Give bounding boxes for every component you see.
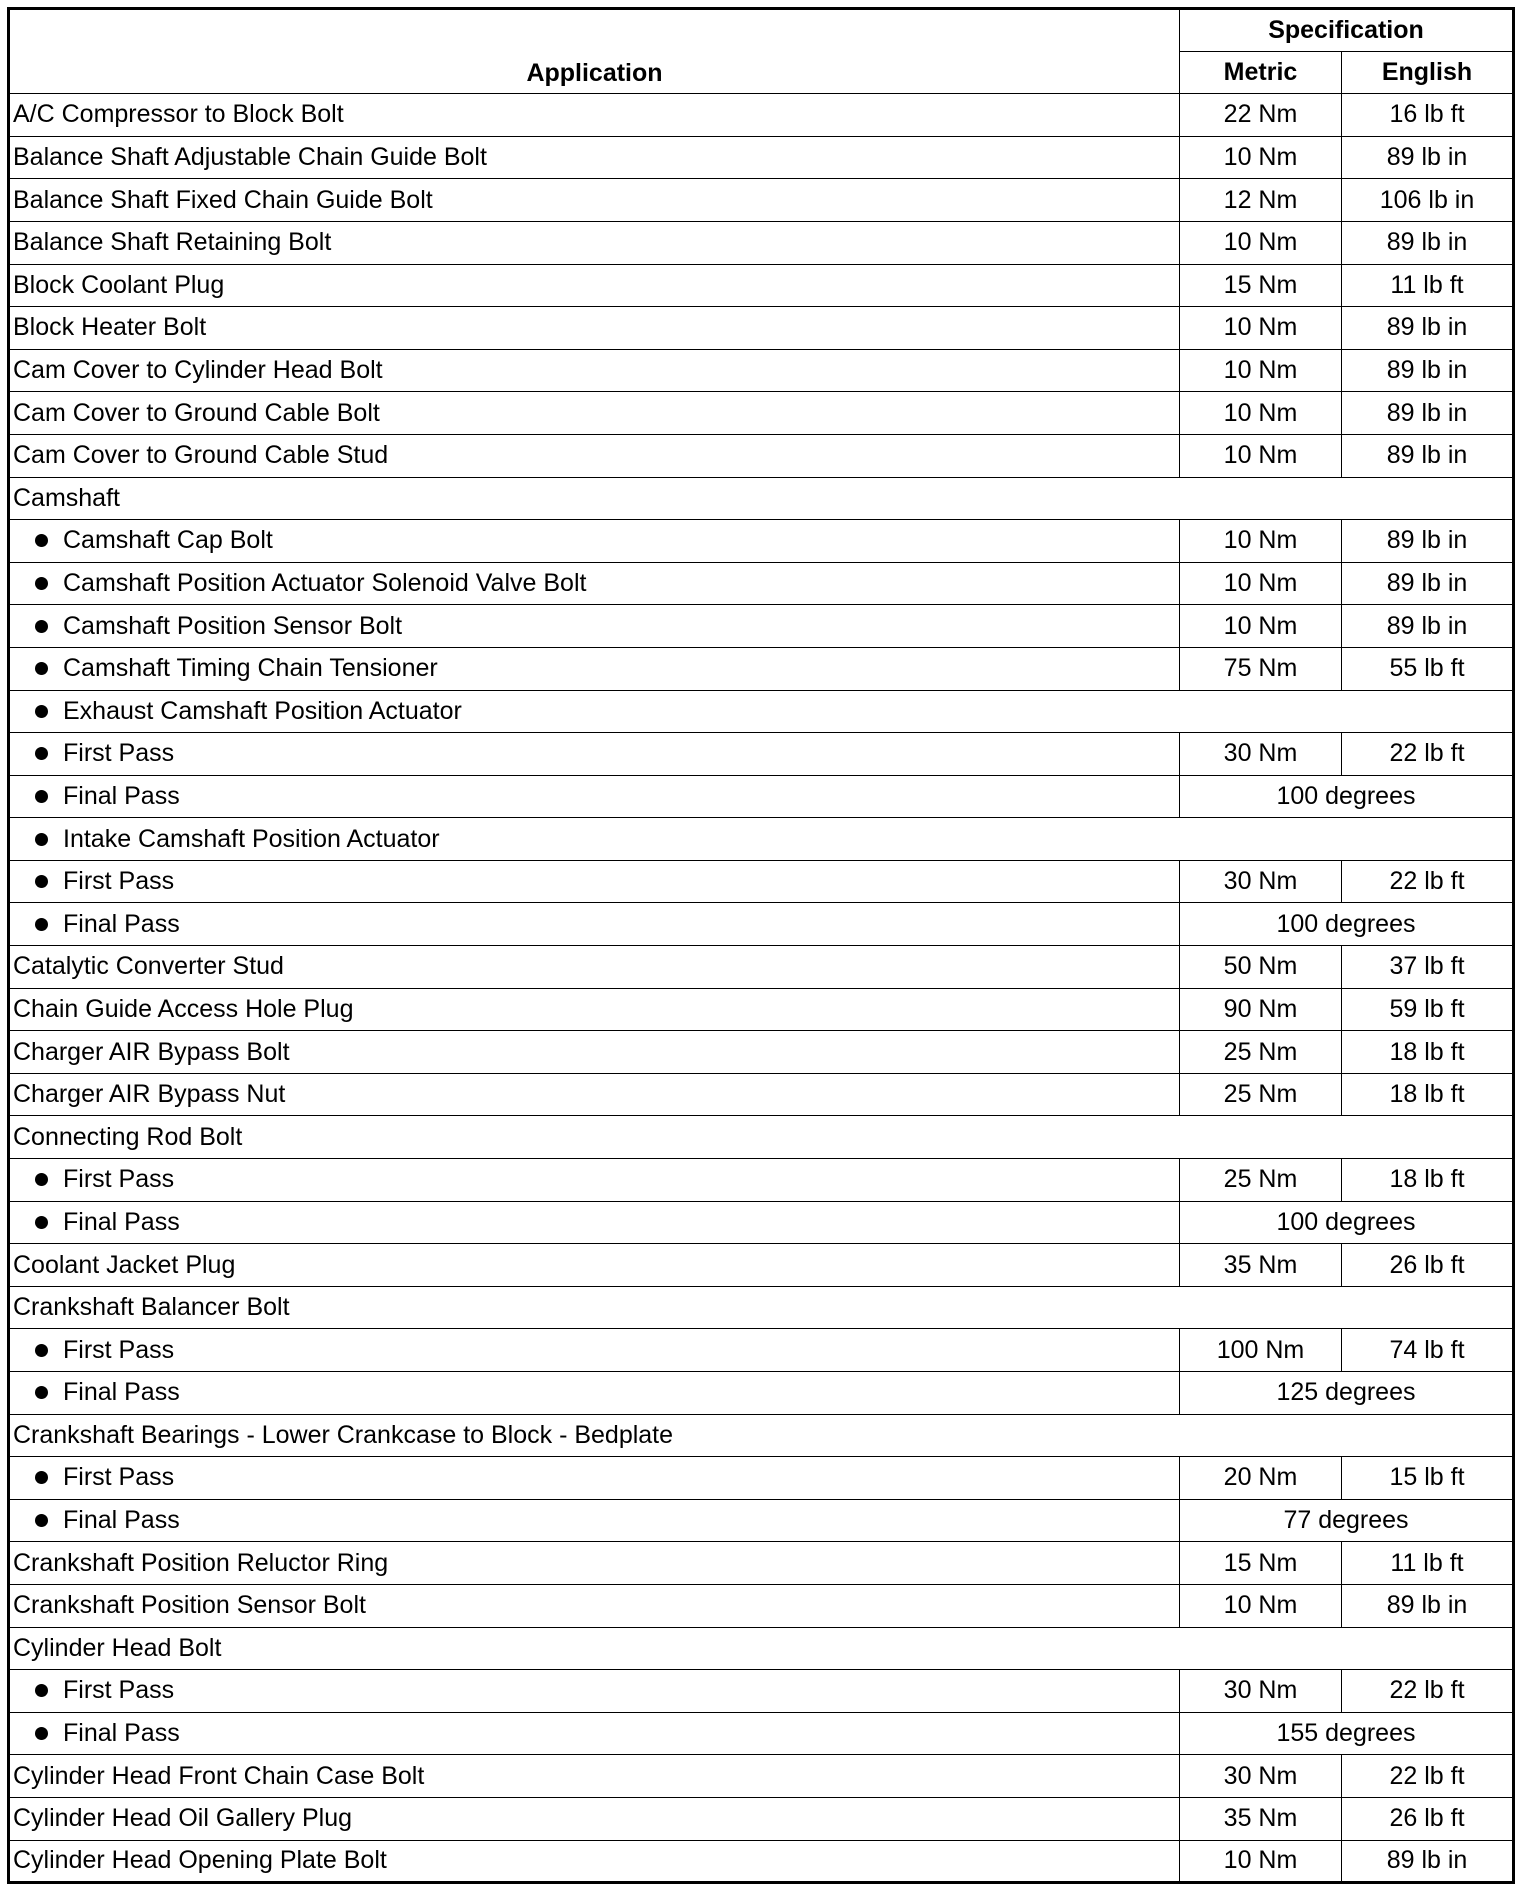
sub-step-row xyxy=(9,605,1514,648)
table-row xyxy=(9,1031,1514,1074)
sub-step-row xyxy=(9,903,1514,946)
application-cell xyxy=(9,1286,1514,1329)
application-label: Coolant Jacket Plug xyxy=(13,1250,236,1279)
english-value-cell: 37 lb ft xyxy=(1342,946,1514,989)
sub-step-row xyxy=(9,562,1514,605)
metric-value-cell: 75 Nm xyxy=(1180,647,1342,690)
english-value-cell: 15 lb ft xyxy=(1342,1457,1514,1500)
application-cell xyxy=(9,690,1514,733)
application-label: Final Pass xyxy=(63,1719,180,1748)
application-cell xyxy=(9,392,1180,435)
application-cell xyxy=(9,94,1180,137)
table-row xyxy=(9,434,1514,477)
application-cell xyxy=(9,1116,1514,1159)
sub-step-row xyxy=(9,1159,1514,1202)
english-value-cell: 89 lb in xyxy=(1342,605,1514,648)
application-label: Crankshaft Position Sensor Bolt xyxy=(13,1591,366,1620)
metric-value-cell: 10 Nm xyxy=(1180,136,1342,179)
application-cell xyxy=(9,1542,1180,1585)
metric-value-cell: 10 Nm xyxy=(1180,520,1342,563)
sub-step-row xyxy=(9,1201,1514,1244)
english-value-cell: 22 lb ft xyxy=(1342,1670,1514,1713)
english-value-cell: 89 lb in xyxy=(1342,349,1514,392)
table-row xyxy=(9,477,1514,520)
metric-value-cell: 100 Nm xyxy=(1180,1329,1342,1372)
table-header xyxy=(9,9,1514,94)
sub-step-row xyxy=(9,1329,1514,1372)
application-cell xyxy=(9,434,1180,477)
english-value-cell: 89 lb in xyxy=(1342,1584,1514,1627)
english-value-cell: 106 lb in xyxy=(1342,179,1514,222)
english-value-cell: 22 lb ft xyxy=(1342,1755,1514,1798)
english-value-cell: 55 lb ft xyxy=(1342,647,1514,690)
application-label: Crankshaft Position Reluctor Ring xyxy=(13,1548,389,1577)
metric-column-header: Metric xyxy=(1180,51,1342,94)
bullet-icon xyxy=(35,1173,48,1186)
application-cell xyxy=(9,988,1180,1031)
sub-item-label-wrap xyxy=(13,781,1179,810)
application-label: Cylinder Head Front Chain Case Bolt xyxy=(13,1761,425,1790)
sub-item-label-wrap xyxy=(13,824,1512,853)
application-cell xyxy=(9,946,1180,989)
table-row xyxy=(9,1584,1514,1627)
sub-item-label-wrap xyxy=(13,869,1179,894)
table-row xyxy=(9,1840,1514,1883)
bullet-icon xyxy=(35,790,48,803)
application-cell xyxy=(9,903,1180,946)
application-label: Final Pass xyxy=(63,781,180,810)
english-value-cell: 18 lb ft xyxy=(1342,1031,1514,1074)
metric-value-cell: 35 Nm xyxy=(1180,1244,1342,1287)
sub-step-row xyxy=(9,818,1514,861)
sub-item-label-wrap xyxy=(13,528,1179,553)
bullet-icon xyxy=(35,918,48,931)
table-body xyxy=(9,94,1514,1883)
bullet-icon xyxy=(35,662,48,675)
table-row xyxy=(9,1797,1514,1840)
english-value-cell: 89 lb in xyxy=(1342,307,1514,350)
application-cell xyxy=(9,1159,1180,1202)
sub-step-row xyxy=(9,1499,1514,1542)
english-value-cell: 89 lb in xyxy=(1342,520,1514,563)
metric-value-cell: 10 Nm xyxy=(1180,392,1342,435)
application-label: Exhaust Camshaft Position Actuator xyxy=(63,696,462,725)
sub-item-label-wrap xyxy=(13,741,1179,766)
metric-value-cell: 10 Nm xyxy=(1180,221,1342,264)
torque-spec-table xyxy=(7,7,1515,1884)
sub-item-label-wrap xyxy=(13,696,1512,725)
metric-value-cell: 35 Nm xyxy=(1180,1797,1342,1840)
metric-value-cell: 10 Nm xyxy=(1180,1584,1342,1627)
application-label: First Pass xyxy=(63,739,175,768)
sub-step-row xyxy=(9,733,1514,776)
metric-value-cell: 30 Nm xyxy=(1180,733,1342,776)
application-label: Catalytic Converter Stud xyxy=(13,952,284,981)
english-value-cell: 59 lb ft xyxy=(1342,988,1514,1031)
application-column-header: Application xyxy=(9,9,1180,94)
application-cell xyxy=(9,733,1180,776)
application-cell xyxy=(9,1031,1180,1074)
application-label: Crankshaft Balancer Bolt xyxy=(13,1293,290,1322)
bullet-icon xyxy=(35,1216,48,1229)
application-label: Cam Cover to Ground Cable Stud xyxy=(13,441,389,470)
metric-value-cell: 10 Nm xyxy=(1180,562,1342,605)
application-label: Cylinder Head Opening Plate Bolt xyxy=(13,1846,387,1875)
angle-spec-cell: 100 degrees xyxy=(1180,903,1514,946)
application-cell xyxy=(9,647,1180,690)
bullet-icon xyxy=(35,1684,48,1697)
application-cell xyxy=(9,349,1180,392)
bullet-icon xyxy=(35,833,48,846)
table-row xyxy=(9,1542,1514,1585)
metric-value-cell: 10 Nm xyxy=(1180,307,1342,350)
application-cell xyxy=(9,136,1180,179)
table-row xyxy=(9,1116,1514,1159)
application-label: First Pass xyxy=(63,867,175,896)
english-value-cell: 89 lb in xyxy=(1342,136,1514,179)
bullet-icon xyxy=(35,747,48,760)
application-cell xyxy=(9,1584,1180,1627)
sub-item-label-wrap xyxy=(13,909,1179,938)
application-cell xyxy=(9,1755,1180,1798)
application-label: Crankshaft Bearings - Lower Crankcase to Block - Bedplate xyxy=(13,1420,674,1449)
application-label: Cylinder Head Bolt xyxy=(13,1633,222,1662)
sub-item-label-wrap xyxy=(13,656,1179,681)
sub-item-label-wrap xyxy=(13,1335,1179,1364)
table-row xyxy=(9,1286,1514,1329)
english-value-cell: 89 lb in xyxy=(1342,221,1514,264)
application-label: Camshaft Timing Chain Tensioner xyxy=(63,654,438,683)
bullet-icon xyxy=(35,620,48,633)
bullet-icon xyxy=(35,534,48,547)
metric-value-cell: 90 Nm xyxy=(1180,988,1342,1031)
english-value-cell: 18 lb ft xyxy=(1342,1159,1514,1202)
sub-item-label-wrap xyxy=(13,1465,1179,1490)
metric-value-cell: 30 Nm xyxy=(1180,1670,1342,1713)
bullet-icon xyxy=(35,1727,48,1740)
metric-value-cell: 12 Nm xyxy=(1180,179,1342,222)
application-cell xyxy=(9,520,1180,563)
application-cell xyxy=(9,1201,1180,1244)
sub-item-label-wrap xyxy=(13,571,1179,596)
header-row-top xyxy=(9,9,1514,52)
metric-value-cell: 25 Nm xyxy=(1180,1159,1342,1202)
application-label: Balance Shaft Retaining Bolt xyxy=(13,228,332,257)
angle-spec-cell: 155 degrees xyxy=(1180,1712,1514,1755)
metric-value-cell: 15 Nm xyxy=(1180,264,1342,307)
application-label: Block Heater Bolt xyxy=(13,313,207,342)
table-row xyxy=(9,307,1514,350)
bullet-icon xyxy=(35,1344,48,1357)
sub-item-label-wrap xyxy=(13,1678,1179,1703)
application-label: Charger AIR Bypass Bolt xyxy=(13,1037,290,1066)
application-label: Balance Shaft Fixed Chain Guide Bolt xyxy=(13,185,433,214)
table-row xyxy=(9,1627,1514,1670)
metric-value-cell: 15 Nm xyxy=(1180,1542,1342,1585)
angle-spec-cell: 100 degrees xyxy=(1180,775,1514,818)
table-row xyxy=(9,946,1514,989)
application-label: A/C Compressor to Block Bolt xyxy=(13,100,344,129)
sub-step-row xyxy=(9,690,1514,733)
table-row xyxy=(9,264,1514,307)
application-cell xyxy=(9,860,1180,903)
metric-value-cell: 22 Nm xyxy=(1180,94,1342,137)
application-cell xyxy=(9,1670,1180,1713)
application-cell xyxy=(9,179,1180,222)
application-cell xyxy=(9,562,1180,605)
application-cell xyxy=(9,1329,1180,1372)
application-cell xyxy=(9,818,1514,861)
english-value-cell: 89 lb in xyxy=(1342,434,1514,477)
table-row xyxy=(9,988,1514,1031)
table-row xyxy=(9,179,1514,222)
sub-item-label-wrap xyxy=(13,611,1179,640)
application-cell xyxy=(9,477,1514,520)
bullet-icon xyxy=(35,577,48,590)
application-label: Final Pass xyxy=(63,1506,180,1535)
application-label: Charger AIR Bypass Nut xyxy=(13,1080,286,1109)
english-column-header: English xyxy=(1342,51,1514,94)
english-value-cell: 74 lb ft xyxy=(1342,1329,1514,1372)
table-row xyxy=(9,94,1514,137)
application-label: Connecting Rod Bolt xyxy=(13,1122,243,1151)
application-cell xyxy=(9,1244,1180,1287)
sub-step-row xyxy=(9,520,1514,563)
bullet-icon xyxy=(35,1386,48,1399)
metric-value-cell: 10 Nm xyxy=(1180,1840,1342,1883)
application-cell xyxy=(9,264,1180,307)
application-cell xyxy=(9,1414,1514,1457)
application-label: Block Coolant Plug xyxy=(13,270,225,299)
sub-step-row xyxy=(9,1670,1514,1713)
sub-item-label-wrap xyxy=(13,1167,1179,1192)
metric-value-cell: 10 Nm xyxy=(1180,349,1342,392)
english-value-cell: 18 lb ft xyxy=(1342,1073,1514,1116)
specification-column-header: Specification xyxy=(1180,9,1514,52)
metric-value-cell: 10 Nm xyxy=(1180,605,1342,648)
table-row xyxy=(9,1073,1514,1116)
table-row xyxy=(9,1414,1514,1457)
application-cell xyxy=(9,1073,1180,1116)
sub-step-row xyxy=(9,775,1514,818)
sub-item-label-wrap xyxy=(13,1721,1179,1746)
angle-spec-cell: 77 degrees xyxy=(1180,1499,1514,1542)
application-label: Camshaft Position Sensor Bolt xyxy=(63,611,403,640)
sub-step-row xyxy=(9,860,1514,903)
english-value-cell: 22 lb ft xyxy=(1342,733,1514,776)
english-value-cell: 22 lb ft xyxy=(1342,860,1514,903)
application-label: Camshaft xyxy=(13,483,120,512)
metric-value-cell: 30 Nm xyxy=(1180,860,1342,903)
english-value-cell: 16 lb ft xyxy=(1342,94,1514,137)
application-label: Camshaft Position Actuator Solenoid Valve Bolt xyxy=(63,569,587,598)
sub-step-row xyxy=(9,1712,1514,1755)
sub-item-label-wrap xyxy=(13,1380,1179,1405)
angle-spec-cell: 125 degrees xyxy=(1180,1372,1514,1415)
application-label: First Pass xyxy=(63,1463,175,1492)
application-cell xyxy=(9,1499,1180,1542)
application-label: Balance Shaft Adjustable Chain Guide Bolt xyxy=(13,143,487,172)
application-label: Final Pass xyxy=(63,1207,180,1236)
sub-step-row xyxy=(9,1457,1514,1500)
metric-value-cell: 50 Nm xyxy=(1180,946,1342,989)
english-value-cell: 11 lb ft xyxy=(1342,264,1514,307)
application-label: Camshaft Cap Bolt xyxy=(63,526,273,555)
application-label: Cam Cover to Cylinder Head Bolt xyxy=(13,356,383,385)
english-value-cell: 26 lb ft xyxy=(1342,1244,1514,1287)
application-cell xyxy=(9,1372,1180,1415)
metric-value-cell: 10 Nm xyxy=(1180,434,1342,477)
sub-item-label-wrap xyxy=(13,1508,1179,1533)
application-label: Cam Cover to Ground Cable Bolt xyxy=(13,398,380,427)
application-cell xyxy=(9,1457,1180,1500)
table-row xyxy=(9,392,1514,435)
application-cell xyxy=(9,1627,1514,1670)
english-value-cell: 89 lb in xyxy=(1342,392,1514,435)
sub-item-label-wrap xyxy=(13,1207,1179,1236)
metric-value-cell: 25 Nm xyxy=(1180,1031,1342,1074)
application-label: First Pass xyxy=(63,1335,175,1364)
application-label: Chain Guide Access Hole Plug xyxy=(13,994,354,1023)
bullet-icon xyxy=(35,705,48,718)
english-value-cell: 89 lb in xyxy=(1342,1840,1514,1883)
application-cell xyxy=(9,1840,1180,1883)
metric-value-cell: 20 Nm xyxy=(1180,1457,1342,1500)
metric-value-cell: 25 Nm xyxy=(1180,1073,1342,1116)
table-row xyxy=(9,349,1514,392)
table-row xyxy=(9,221,1514,264)
application-label: Final Pass xyxy=(63,909,180,938)
application-cell xyxy=(9,1797,1180,1840)
bullet-icon xyxy=(35,1514,48,1527)
application-label: First Pass xyxy=(63,1676,175,1705)
english-value-cell: 11 lb ft xyxy=(1342,1542,1514,1585)
metric-value-cell: 30 Nm xyxy=(1180,1755,1342,1798)
application-cell xyxy=(9,605,1180,648)
application-label: Final Pass xyxy=(63,1378,180,1407)
application-label: Cylinder Head Oil Gallery Plug xyxy=(13,1804,353,1833)
bullet-icon xyxy=(35,875,48,888)
english-value-cell: 26 lb ft xyxy=(1342,1797,1514,1840)
application-cell xyxy=(9,307,1180,350)
english-value-cell: 89 lb in xyxy=(1342,562,1514,605)
table-row xyxy=(9,136,1514,179)
application-cell xyxy=(9,1712,1180,1755)
table-row xyxy=(9,1244,1514,1287)
application-label: First Pass xyxy=(63,1165,175,1194)
sub-step-row xyxy=(9,1372,1514,1415)
application-label: Intake Camshaft Position Actuator xyxy=(63,824,440,853)
table-row xyxy=(9,1755,1514,1798)
application-cell xyxy=(9,221,1180,264)
angle-spec-cell: 100 degrees xyxy=(1180,1201,1514,1244)
bullet-icon xyxy=(35,1471,48,1484)
sub-step-row xyxy=(9,647,1514,690)
application-cell xyxy=(9,775,1180,818)
